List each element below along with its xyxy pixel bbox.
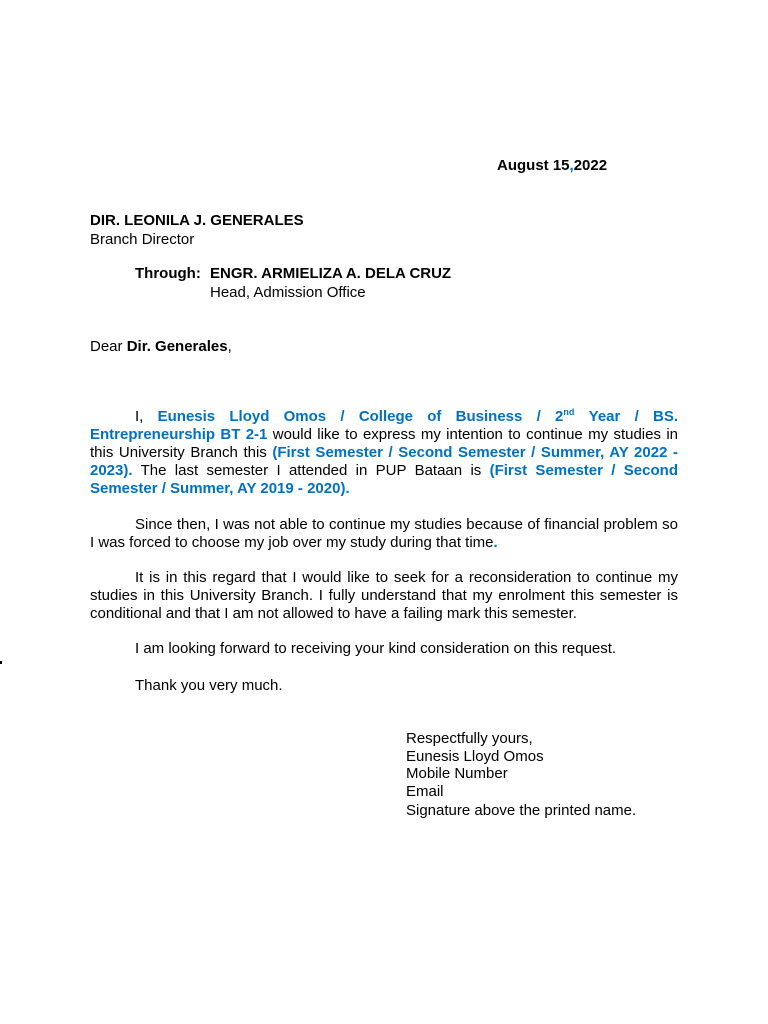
through-label: Through: [135,265,201,282]
body-paragraph-3: It is in this regard that I would like to seek for a reconsideration to continue my studies in this University Branch. I fully understand that my enrolment this semester is conditional and that I am not allowed to have a failing mark this semester. [90,569,678,622]
date-month-day: August 15 [497,157,570,174]
paragraph1-text-b: The last semester I attended in PUP Bataan is [140,462,482,479]
semester-last: (First Semester / Second Semester / Summer, AY 2019 - 2020). [90,462,678,497]
student-info-sup: nd [563,407,575,417]
closing-signature: Signature above the printed name. [406,802,637,819]
letter-date [497,157,607,175]
paragraph1-text-a: would like to express my intention to continue my studies in this University Branch this [90,426,678,461]
through-title: Head, Admission Office [210,284,366,301]
semester-current: (First Semester / Second Semester / Summer, AY 2022 - 2023). [90,444,678,479]
closing-name: Eunesis Lloyd Omos [406,748,544,765]
paragraph2-end: . [493,534,498,551]
body-paragraph-4: I am looking forward to receiving your kind consideration on this request. [135,640,617,657]
body-paragraph-1 [90,408,678,498]
paragraph1-lead: I, [135,408,144,425]
date-year: 2022 [573,157,608,174]
student-info-b: Year / BS. Entrepreneurship BT 2-1 [90,408,679,443]
margin-mark [0,661,2,664]
closing-complimentary: Respectfully yours, [406,730,533,747]
closing-email: Email [406,783,444,800]
date-comma: , [569,157,574,174]
salutation-prefix: Dear [90,338,123,355]
body-paragraph-2 [90,516,678,552]
salutation-suffix: , [227,338,232,355]
salutation-name: Dir. Generales [126,338,228,355]
through-name: ENGR. ARMIELIZA A. DELA CRUZ [210,265,452,282]
paragraph2-text: Since then, I was not able to continue my studies because of financial problem so I was forced to choose my job over my study during that time [90,516,678,551]
recipient-name: DIR. LEONILA J. GENERALES [90,212,304,229]
recipient-title: Branch Director [90,231,195,248]
salutation [90,338,232,356]
body-paragraph-5: Thank you very much. [135,677,283,694]
student-info-a: Eunesis Lloyd Omos / College of Business / 2 [157,408,564,425]
closing-mobile: Mobile Number [406,765,508,782]
